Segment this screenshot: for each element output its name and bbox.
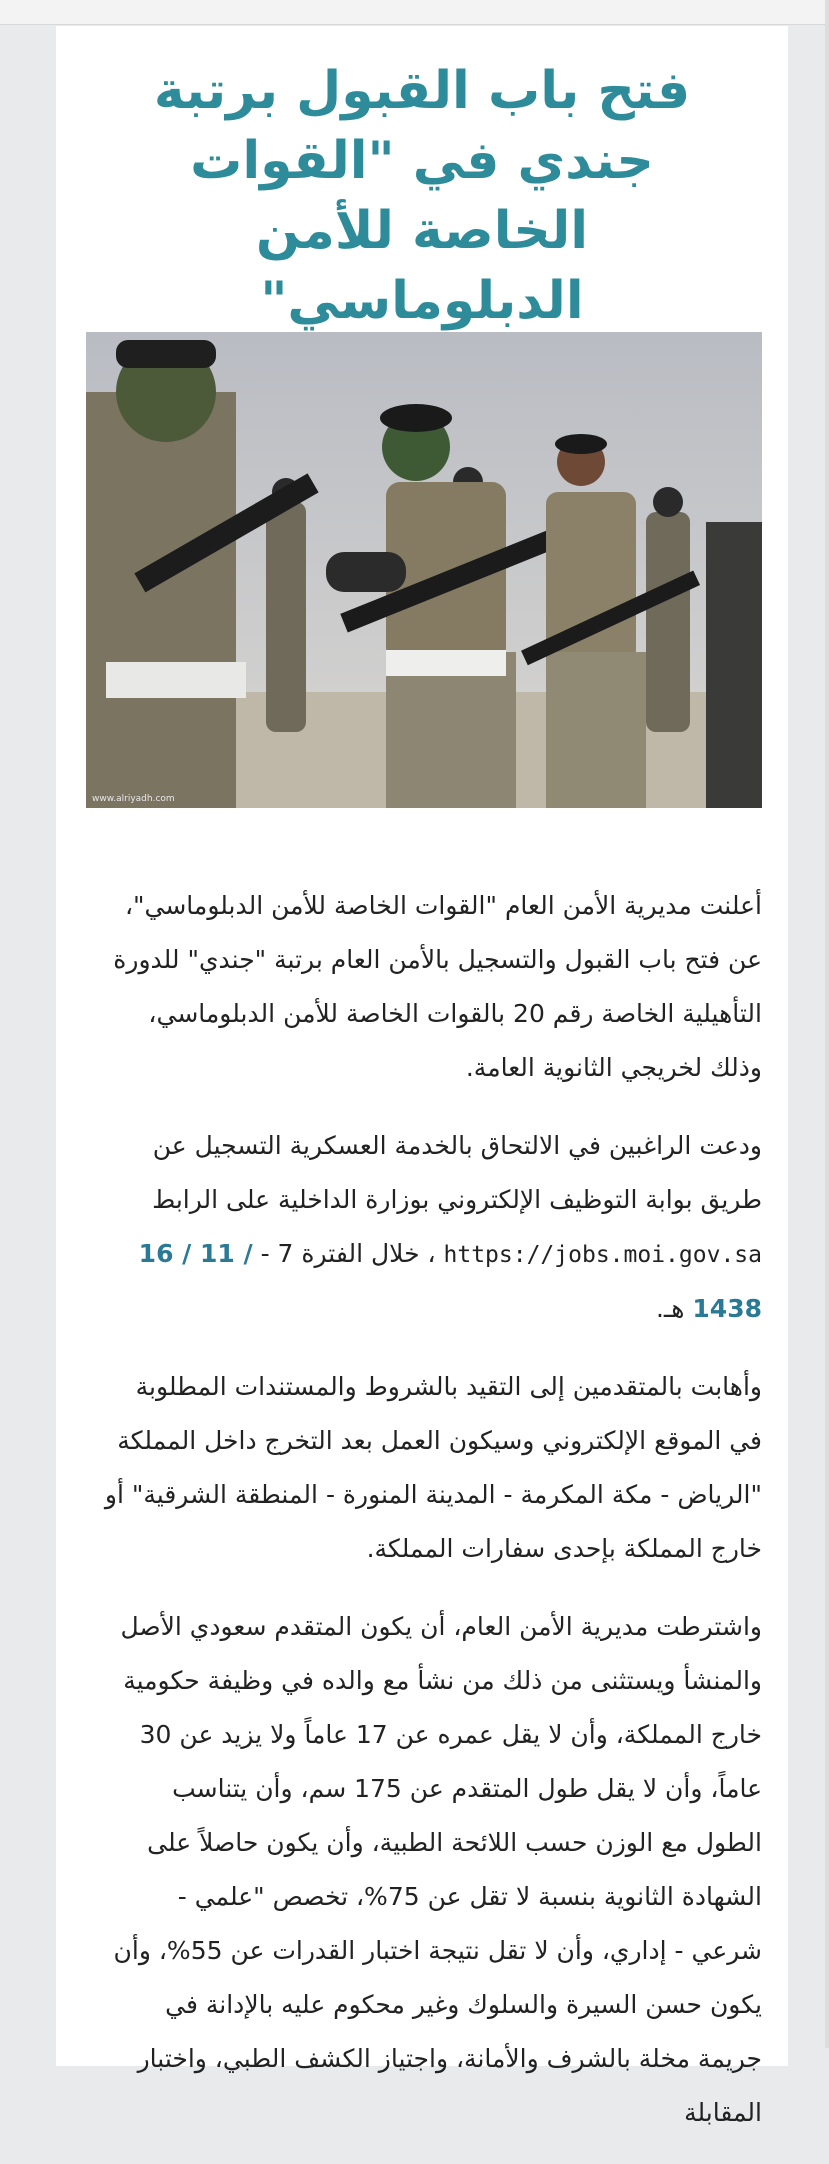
article-title: فتح باب القبول برتبة جندي في "القوات الخاصة للأمن الدبلوماسي" [153, 61, 691, 331]
registration-date: 16 / 11 / 1438 [138, 1239, 762, 1323]
page-scrollbar[interactable] [825, 0, 829, 2048]
browser-top-bar [0, 0, 829, 25]
photo-caption: www.alriyadh.com [92, 794, 175, 804]
registration-text: ودعت الراغبين في الالتحاق بالخدمة العسكرية التسجيل عن طريق بوابة التوظيف الإلكتروني بوزارة الداخلية على الرابط [152, 1131, 762, 1214]
registration-period: ، خلال الفترة 7 - [260, 1239, 436, 1268]
article-body [104, 879, 762, 2164]
article-photo [86, 332, 762, 808]
registration-link[interactable]: https://jobs.moi.gov.sa [443, 1242, 762, 1268]
paragraph-announcement: أعلنت مديرية الأمن العام "القوات الخاصة للأمن الدبلوماسي"، عن فتح باب القبول والتسجيل بالأمن العام برتبة "جندي" للدورة التأهيلية الخاصة رقم 20 بالقوات الخاصة للأمن الدبلوماسي، وذلك لخريجي الثانوية العامة. [113, 891, 762, 1082]
paragraph-conditions: واشترطت مديرية الأمن العام، أن يكون المتقدم سعودي الأصل والمنشأ ويستثنى من ذلك من نشأ مع والده في وظيفة حكومية خارج المملكة، وأن لا يقل عمره عن 17 عاماً ولا يزيد عن 30 عاماً، وأن لا يقل طول المتقدم عن 175 سم، وأن يتناسب الطول مع الوزن حسب اللائحة الطبية، وأن يكون حاصلاً على الشهادة الثانوية بنسبة لا تقل عن 75%، تخصص "علمي - شرعي - إداري، وأن لا تقل نتيجة اختبار القدرات عن 55%، وأن يكون حسن السيرة والسلوك وغير محكوم عليه بالإدانة في جريمة مخلة بالشرف والأمانة، واجتياز الكشف الطبي، واختبار المقابلة [113, 1612, 762, 2127]
soldiers-illustration [86, 332, 762, 808]
paragraph-registration [104, 1119, 762, 1336]
hijri-suffix: هـ. [655, 1294, 685, 1323]
article-card [56, 26, 788, 2127]
paragraph-work-locations: وأهابت بالمتقدمين إلى التقيد بالشروط والمستندات المطلوبة في الموقع الإلكتروني وسيكون العمل بعد التخرج داخل المملكة "الرياض - مكة المكرمة - المدينة المنورة - المنطقة الشرقية" أو خارج المملكة بإحدى سفارات المملكة. [104, 1372, 762, 1563]
